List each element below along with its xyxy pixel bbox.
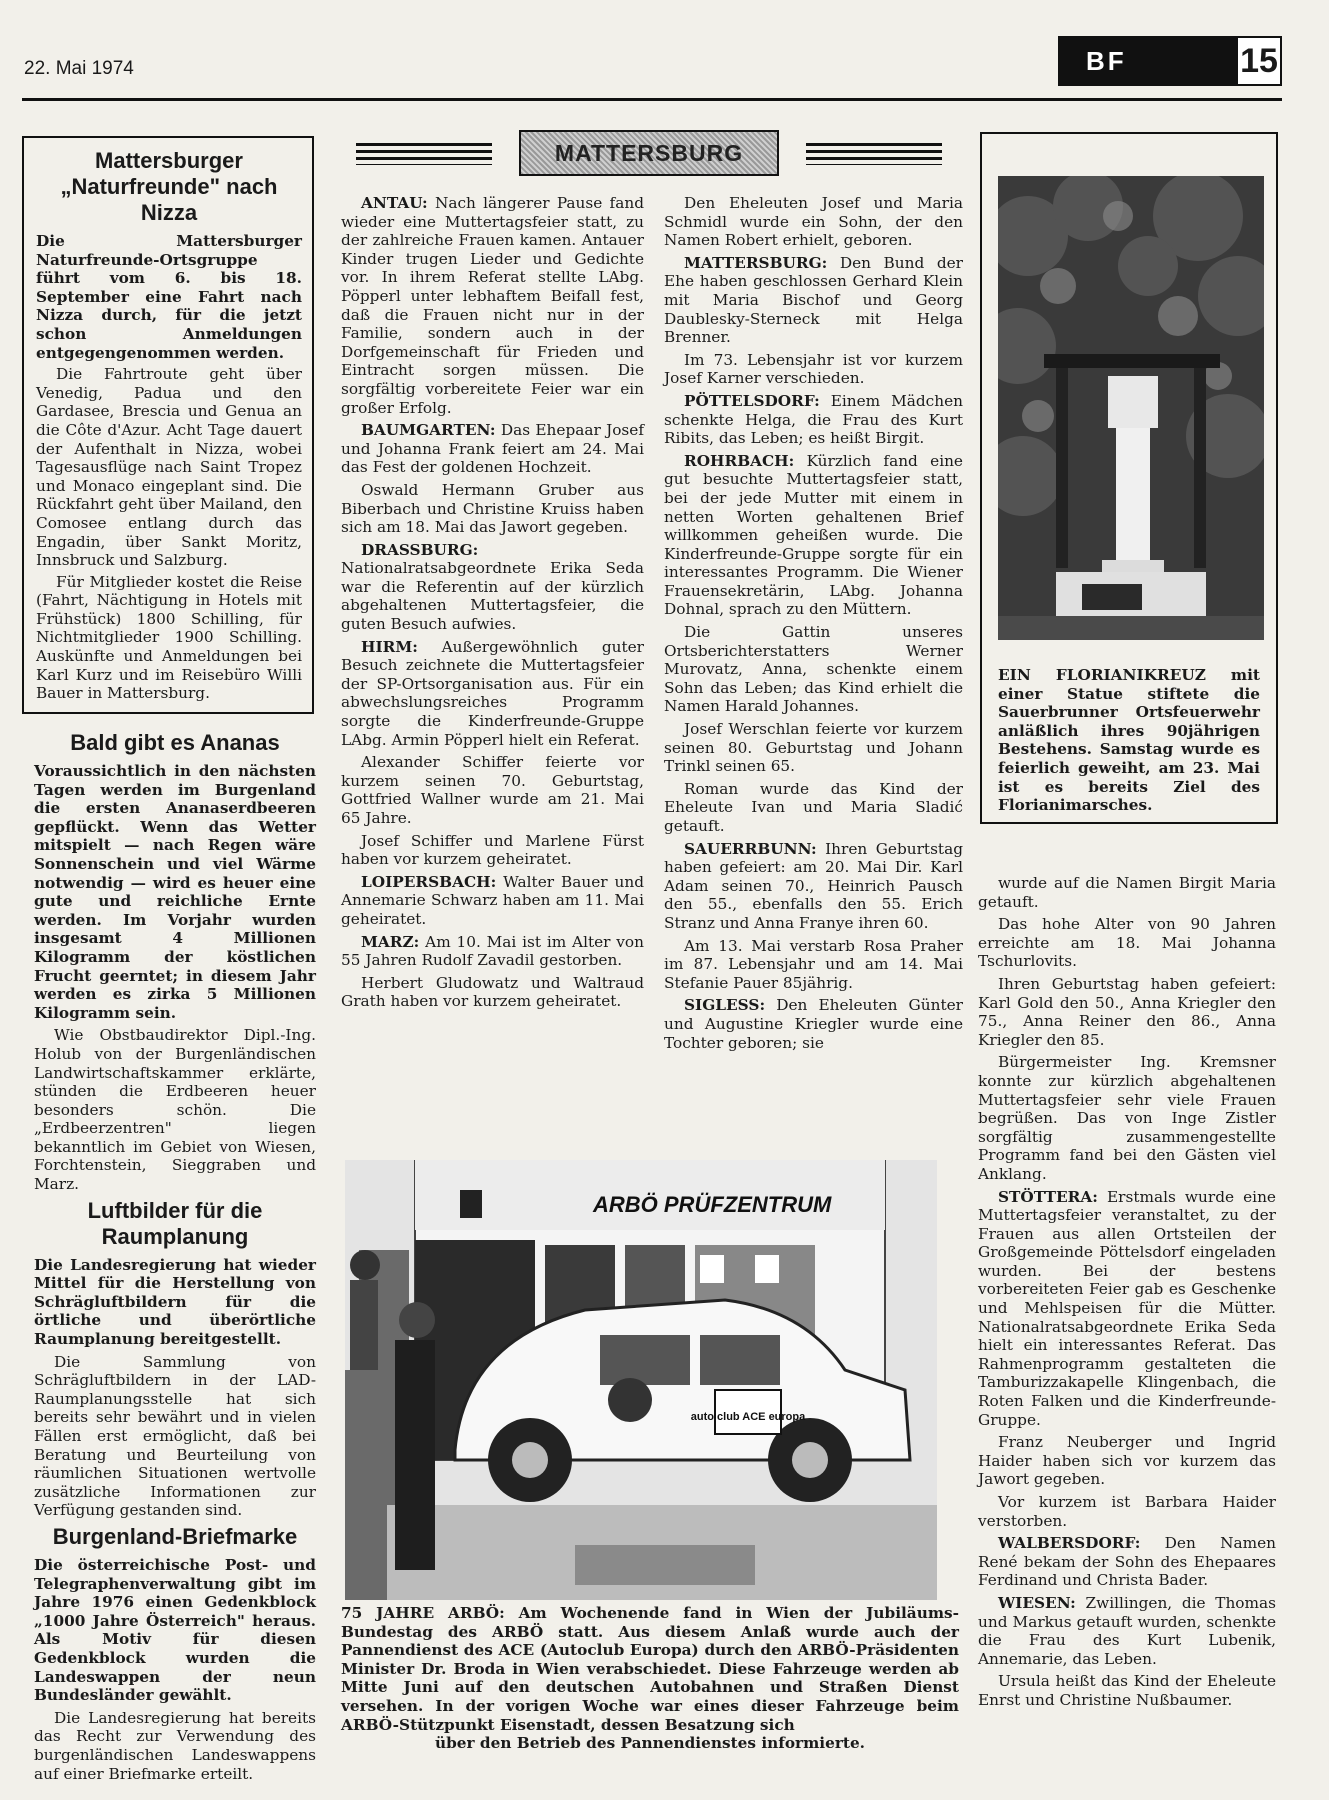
news-item bbox=[341, 753, 644, 827]
banner-rules-left bbox=[356, 143, 492, 165]
arboe-caption-end: über den Betrieb des Pannendienstes informierte. bbox=[434, 1734, 866, 1753]
naturfreunde-p1: Die Fahrtroute geht über Venedig, Padua und den Gardasee, Brescia und Genua an die Côte d'Azur. Acht Tage dauert der Aufenthalt in Nizza, wobei Tagesausflüge nach Saint Tropez und Monaco eingeplant sind. Die Rückfahrt geht über Mailand, den Comosee entlang durch das Engadin, über Sankt Moritz, Innsbruck und Salzburg. bbox=[36, 365, 302, 570]
news-item-text: Am 13. Mai verstarb Rosa Praher im 87. Lebensjahr und am 14. Mai Stefanie Pauer 85jährig. bbox=[664, 936, 963, 992]
news-item bbox=[978, 1188, 1276, 1430]
arboe-caption bbox=[341, 1604, 959, 1753]
ace-door-label: auto club ACE europa bbox=[690, 1411, 806, 1423]
mattersburg-banner bbox=[356, 130, 942, 178]
news-item bbox=[978, 1493, 1276, 1530]
page-badge bbox=[1058, 36, 1282, 86]
news-item-place: WALBERSDORF: bbox=[998, 1534, 1141, 1553]
news-item-place: STÖTTERA: bbox=[998, 1187, 1098, 1206]
news-item bbox=[978, 915, 1276, 971]
news-item bbox=[978, 975, 1276, 1049]
news-item-place: PÖTTELSDORF: bbox=[684, 391, 820, 410]
news-item bbox=[341, 194, 644, 417]
news-item-text: Alexander Schiffer feierte vor kurzem seinen 70. Geburtstag, Gottfried Wallner wurde am 21. Mai 65 Jahre. bbox=[341, 753, 644, 827]
news-item bbox=[664, 254, 963, 347]
news-item-place: BAUMGARTEN: bbox=[361, 421, 496, 440]
news-item bbox=[978, 874, 1276, 911]
banner-rules-right bbox=[806, 143, 942, 165]
news-item-text: Den Namen René bekam der Sohn des Ehepaares Ferdinand und Christa Bader. bbox=[978, 1534, 1276, 1590]
ananas-title: Bald gibt es Ananas bbox=[70, 730, 280, 755]
news-item bbox=[341, 541, 644, 634]
left-column bbox=[34, 728, 316, 1787]
briefmarke-title: Burgenland-Briefmarke bbox=[52, 1523, 298, 1549]
news-item bbox=[664, 351, 963, 388]
news-item bbox=[341, 481, 644, 537]
news-item-place: ROHRBACH: bbox=[684, 451, 795, 470]
briefmarke-lead: Die österreichische Post- und Telegraphenverwaltung gibt im Jahre 1976 einen Gedenkblock „1000 Jahre Österreich" heraus. Als Motiv für diesen Gedenkblock wurden die Landeswappen der neun Bundesländer gewählt. bbox=[34, 1555, 316, 1705]
arboe-sign: ARBÖ PRÜFZENTRUM bbox=[593, 1192, 832, 1217]
news-item-place: DRASSBURG: bbox=[361, 540, 479, 559]
news-item-place: MARZ: bbox=[361, 932, 420, 951]
news-item bbox=[978, 1053, 1276, 1183]
news-item bbox=[664, 720, 963, 776]
news-item-text: Nach längerer Pause fand wieder eine Muttertagsfeier statt, zu der zahlreiche Frauen kamen. Antauer Kinder trugen Lieder und Gedichte vor. In ihrem Referat stellte LAbg. Pöpperl unter lebhaftem Beifall fest, daß die Frauen nicht nur in der Familie, sondern auch in der Dorfgemeinschaft für Frieden und Eintracht sorgen müssen. Die sorgfältig vorbereitete Feier war ein großer Erfolg. bbox=[341, 194, 644, 417]
news-item-text: Ihren Geburtstag haben gefeiert: am 20. Mai Dir. Karl Adam seinen 70., Heinrich Pausch den 55., ebenfalls den 55. Erich Stranz und Anna Franye ihren 60. bbox=[664, 839, 963, 932]
news-item-place: SIGLESS: bbox=[684, 996, 766, 1015]
section-tag: BF bbox=[1060, 38, 1238, 84]
ananas-lead: Voraussichtlich in den nächsten Tagen werden im Burgenland die ersten Ananaserdbeeren gepflückt. Wenn das Wetter mitspielt — nach Regen wäre Sonnenschein und viel Wärme notwendig — wird es heuer eine gute und reichliche Ernte werden. Im Vorjahr wurden insgesamt 4 Millionen Kilogramm der köstlichen Frucht geerntet; in diesem Jahr werden es zirka 5 Millionen Kilogramm sein. bbox=[34, 762, 316, 1022]
banner-plate bbox=[519, 130, 779, 176]
news-item bbox=[664, 194, 963, 250]
mattersburg-column-1 bbox=[341, 194, 644, 1015]
mattersburg-column-3 bbox=[978, 874, 1276, 1714]
news-item-text: Das Ehepaar Josef und Johanna Frank feiert am 24. Mai das Fest der goldenen Hochzeit. bbox=[341, 421, 644, 477]
florianikreuz-box bbox=[980, 132, 1278, 824]
news-item-text: Den Eheleuten Josef und Maria Schmidl wurde ein Sohn, der den Namen Robert erhielt, geboren. bbox=[664, 194, 963, 250]
news-item-text: Oswald Hermann Gruber aus Biberbach und Christine Kruiss haben sich am 18. Mai das Jawort gegeben. bbox=[341, 480, 644, 537]
news-item-text: Außergewöhnlich guter Besuch zeichnete die Muttertagsfeier der SP-Ortsorganisation aus. Für ein abwechslungsreiches Programm sorgte die Kinderfreunde-Gruppe LAbg. Armin Pöpperl hielt ein Referat. bbox=[341, 637, 644, 749]
news-item bbox=[978, 1672, 1276, 1709]
news-item bbox=[664, 996, 963, 1052]
naturfreunde-lead: Die Mattersburger Naturfreunde-Ortsgruppe führt vom 6. bis 18. September eine Fahrt nach Nizza durch, für die jetzt schon Anmeldungen entgegengenommen werden. bbox=[36, 232, 302, 362]
news-item bbox=[664, 840, 963, 933]
news-item-text: Erstmals wurde eine Muttertagsfeier veranstaltet, zu der Frauen aus allen Ortsteilen der Großgemeinde Pöttelsdorf eingeladen wurden. Bei der bestens vorbereiteten Feier gab es Geschenke und Mehlspeisen für die Mütter. Nationalratsabgeordnete Erika Seda hielt ein interessantes Referat. Das Rahmenprogramm gestalteten die Tamburizzakapelle Klingenbach, die Roten Falken und die Kinderfreunde-Gruppe. bbox=[978, 1187, 1276, 1429]
arboe-photo bbox=[345, 1160, 937, 1600]
news-item-text: Zwillingen, die Thomas und Markus getauft wurden, schenkte die Frau des Kurt Lubenik, Annemarie, das Leben. bbox=[978, 1593, 1276, 1668]
news-item bbox=[341, 933, 644, 970]
news-item-place: WIESEN: bbox=[998, 1593, 1076, 1612]
news-item bbox=[978, 1594, 1276, 1668]
news-item-text: Herbert Gludowatz und Waltraud Grath haben vor kurzem geheiratet. bbox=[341, 973, 644, 1011]
news-item-place: SAUERRBUNN: bbox=[684, 839, 817, 858]
news-item-text: Einem Mädchen schenkte Helga, die Frau des Kurt Ribits, das Leben; es heißt Birgit. bbox=[664, 391, 963, 448]
news-item-place: LOIPERSBACH: bbox=[361, 872, 497, 891]
naturfreunde-article bbox=[22, 136, 314, 714]
news-item bbox=[978, 1534, 1276, 1590]
news-item bbox=[341, 421, 644, 477]
news-item-text: Ursula heißt das Kind der Eheleute Enrst und Christine Nußbaumer. bbox=[978, 1672, 1276, 1709]
news-item-text: Ihren Geburtstag haben gefeiert: Karl Gold den 50., Anna Kriegler den 75., Anna Reiner den 86., Anna Kriegler den 85. bbox=[978, 974, 1276, 1049]
luftbilder-title: Luftbilder für die Raumplanung bbox=[87, 1197, 263, 1249]
news-item-text: Am 10. Mai ist im Alter von 55 Jahren Rudolf Zavadil gestorben. bbox=[341, 932, 644, 970]
arboe-image bbox=[345, 1160, 937, 1600]
news-item-place: MATTERSBURG: bbox=[684, 253, 828, 272]
news-item-text: Roman wurde das Kind der Eheleute Ivan und Maria Sladić getauft. bbox=[664, 779, 963, 835]
news-item-text: Die Gattin unseres Ortsberichterstatters Werner Murovatz, Anna, schenkte einem Sohn das Leben; das Kind erhielt die Namen Harald Johannes. bbox=[664, 623, 963, 716]
page-number: 15 bbox=[1238, 38, 1280, 84]
news-item-place: HIRM: bbox=[361, 637, 418, 656]
issue-date: 22. Mai 1974 bbox=[24, 58, 134, 79]
news-item-text: Den Eheleuten Günter und Augustine Kriegler wurde eine Tochter geboren; sie bbox=[664, 996, 963, 1052]
news-item-text: Franz Neuberger und Ingrid Haider haben sich vor kurzem das Jawort gegeben. bbox=[978, 1433, 1276, 1489]
news-item bbox=[341, 873, 644, 929]
arboe-caption-text: 75 JAHRE ARBÖ: Am Wochenende fand in Wien der Jubiläums-Bundestag des ARBÖ statt. Aus diesem Anlaß wurde auch der Pannendienst des ACE (Autoclub Europa) durch den ARBÖ-Präsidenten Minister Dr. Broda in Wien verabschiedet. Diese Fahrzeuge werden ab Mitte Juni auf den deutschen Autobahnen und Straßen Dienst versehen. In der vorigen Woche war eines dieser Fahrzeuge beim ARBÖ-Stützpunkt Eisenstadt, dessen Besatzung sich bbox=[341, 1604, 959, 1734]
news-item-text: Vor kurzem ist Barbara Haider verstorben. bbox=[978, 1493, 1276, 1530]
news-item bbox=[664, 780, 963, 836]
news-item-text: Das hohe Alter von 90 Jahren erreichte am 18. Mai Johanna Tschurlovits. bbox=[978, 915, 1276, 971]
banner-title: MATTERSBURG bbox=[554, 139, 744, 166]
news-item bbox=[664, 937, 963, 993]
news-item bbox=[341, 638, 644, 750]
luftbilder-p1: Die Sammlung von Schrägluftbildern in der LAD-Raumplanungsstelle hat sich bereits sehr bewährt und in vielen Fällen erst ermöglicht, daß bei Beratung und Beurteilung von räumlichen Situationen wertvolle zusätzliche Informationen zur Verfügung gestanden sind. bbox=[34, 1352, 316, 1520]
briefmarke-p1: Die Landesregierung hat bereits das Recht zur Verwendung des burgenländischen Landeswappens auf einer Briefmarke erteilt. bbox=[34, 1708, 316, 1783]
florianikreuz-caption: EIN FLORIANIKREUZ mit einer Statue stiftete die Sauerbrunner Ortsfeuerwehr anläßlich ihres 90jährigen Bestehens. Samstag wurde es feierlich geweiht, am 23. Mai ist es bereits Ziel des Florianimarsches. bbox=[998, 666, 1260, 815]
news-item-text: Im 73. Lebensjahr ist vor kurzem Josef Karner verschieden. bbox=[664, 350, 963, 388]
news-item-text: Nationalratsabgeordnete Erika Seda war die Referentin auf der kürzlich abgehaltenen Muttertagsfeier, die guten Besuch aufwies. bbox=[341, 559, 644, 634]
news-item-text: Josef Werschlan feierte vor kurzem seinen 80. Geburtstag und Johann Trinkl seinen 65. bbox=[664, 720, 963, 776]
header-rule bbox=[22, 98, 1282, 101]
news-item bbox=[664, 452, 963, 619]
news-item-text: wurde auf die Namen Birgit Maria getauft. bbox=[978, 874, 1276, 911]
news-item-text: Walter Bauer und Annemarie Schwarz haben am 11. Mai geheiratet. bbox=[341, 872, 644, 928]
news-item-text: Bürgermeister Ing. Kremsner konnte zur kürzlich abgehaltenen Muttertagsfeier sehr viele Frauen begrüßen. Das von Inge Zistler sorgfältig zusammengestellte Programm fand bei den Gästen viel Anklang. bbox=[978, 1053, 1276, 1183]
news-item bbox=[664, 623, 963, 716]
naturfreunde-title: Mattersburger „Naturfreunde" nach Nizza bbox=[60, 148, 278, 225]
news-item bbox=[978, 1433, 1276, 1489]
florianikreuz-image bbox=[998, 176, 1264, 640]
news-item bbox=[664, 392, 963, 448]
news-item-place: ANTAU: bbox=[361, 194, 428, 212]
ananas-p1: Wie Obstbaudirektor Dipl.-Ing. Holub von der Burgenländischen Landwirtschaftskammer erklärte, stünden die Erdbeeren heuer besonders schön. Die „Erdbeerzentren" liegen bekanntlich im Gebiet von Wiesen, Forchtenstein, Sieggraben und Marz. bbox=[34, 1026, 316, 1194]
news-item bbox=[341, 832, 644, 869]
news-item-text: Josef Schiffer und Marlene Fürst haben vor kurzem geheiratet. bbox=[341, 831, 644, 869]
mattersburg-column-2 bbox=[664, 194, 963, 1056]
news-item-text: Den Bund der Ehe haben geschlossen Gerhard Klein mit Maria Bischof und Georg Daublesky-Sterneck mit Helga Brenner. bbox=[664, 253, 963, 347]
luftbilder-lead: Die Landesregierung hat wieder Mittel für die Herstellung von Schrägluftbildern für die örtliche und überörtliche Raumplanung bereitgestellt. bbox=[34, 1255, 316, 1349]
florianikreuz-photo bbox=[998, 176, 1264, 640]
news-item-text: Kürzlich fand eine gut besuchte Muttertagsfeier statt, bei der jede Mutter mit einem in netten Worten gehaltenen Brief willkommen geheißen wurde. Die Kinderfreunde-Gruppe sorgte für ein interessantes Programm. Die Wiener Frauensekretärin, LAbg. Johanna Dohnal, sprach zu den Müttern. bbox=[664, 451, 963, 619]
news-item bbox=[341, 974, 644, 1011]
naturfreunde-p2: Für Mitglieder kostet die Reise (Fahrt, Nächtigung in Hotels mit Frühstück) 1800 Schilling, für Nichtmitglieder 1900 Schilling. Auskünfte und Anmeldungen bei Karl Kurz und im Reisebüro Willi Bauer in Mattersburg. bbox=[36, 572, 302, 703]
